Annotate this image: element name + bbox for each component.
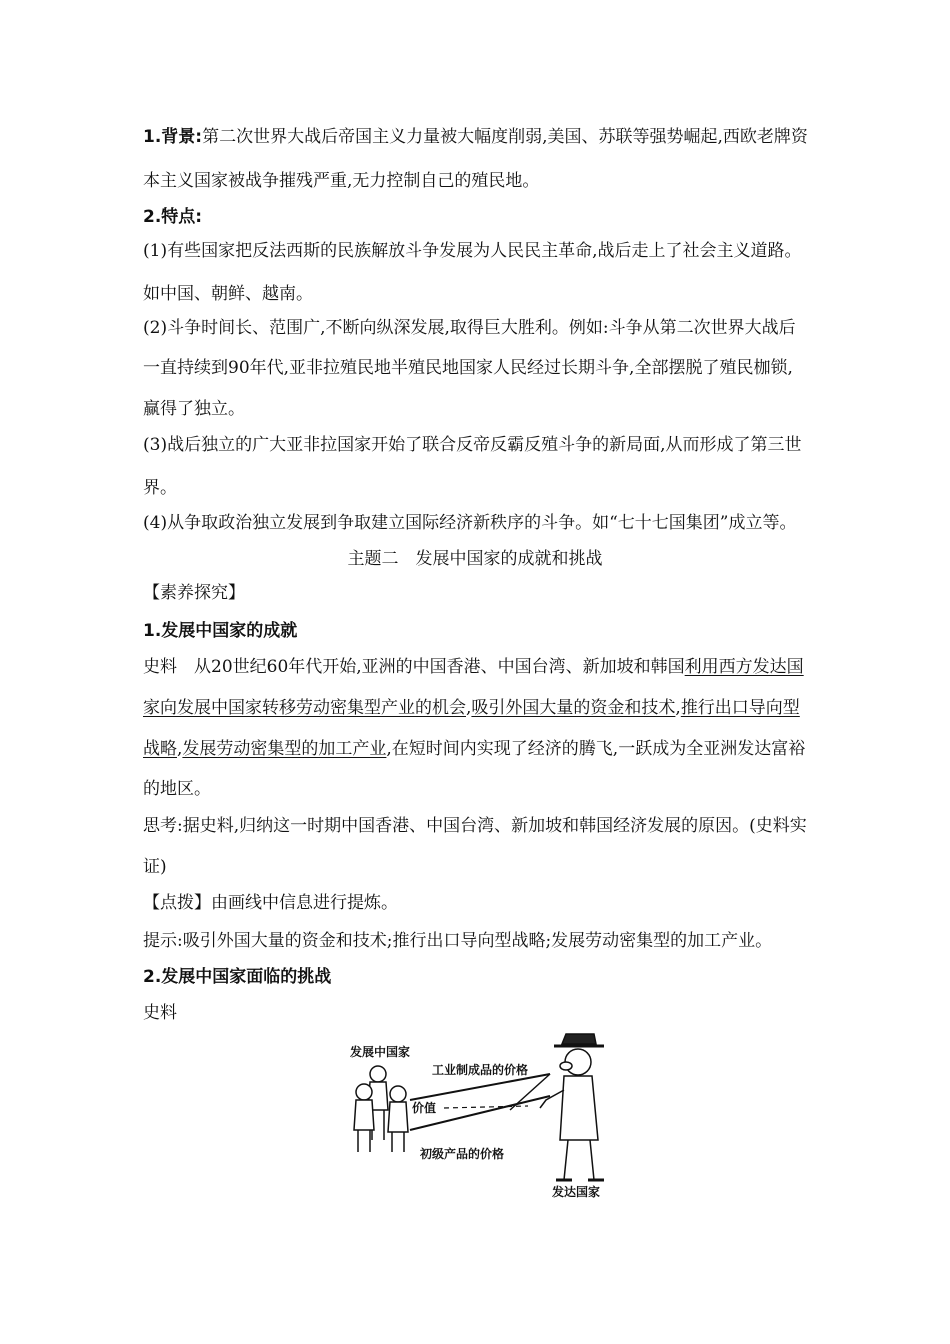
- feature-1-line-2: 如中国、朝鲜、越南。: [143, 284, 313, 304]
- background-line-1: [143, 126, 808, 148]
- source-text-d: ,: [177, 739, 183, 759]
- think-line-2: 证): [143, 857, 167, 877]
- source-text-a: 史料 从20世纪60年代开始,亚洲的中国香港、中国台湾、新加坡和韩国: [143, 657, 685, 677]
- background-line-2: 本主义国家被战争摧残严重,无力控制自己的殖民地。: [143, 171, 540, 191]
- underlined-text-6: 发展劳动密集型的加工产业: [182, 739, 387, 759]
- underlined-text-4: 推行出口导向型: [680, 698, 800, 718]
- label-industrial-price: 工业制成品的价格: [432, 1063, 529, 1077]
- feature-3-line-1: (3)战后独立的广大亚非拉国家开始了联合反帝反霸反殖斗争的新局面,从而形成了第三世: [143, 435, 802, 455]
- source-line-3: [143, 738, 805, 760]
- scissors-diagram: [340, 1030, 620, 1205]
- label-developing-countries: 发展中国家: [350, 1045, 411, 1059]
- feature-2-line-3: 赢得了独立。: [143, 399, 245, 419]
- label-developed-country: 发达国家: [552, 1185, 601, 1199]
- underlined-text-2: 家向发展中国家转移劳动密集型产业的机会: [143, 698, 466, 718]
- underlined-text-5: 战略: [143, 739, 177, 759]
- developing-countries-children: [354, 1066, 408, 1152]
- label-value: 价值: [412, 1101, 437, 1115]
- feature-3-line-2: 界。: [143, 478, 177, 498]
- theme-title: 主题二 发展中国家的成就和挑战: [347, 549, 603, 569]
- source-2-label: 史料: [143, 1003, 177, 1023]
- developed-country-man: [540, 1034, 604, 1180]
- hint-line: 【点拨】由画线中信息进行提炼。: [143, 893, 398, 913]
- answer-line: 提示:吸引外国大量的资金和技术;推行出口导向型战略;发展劳动密集型的加工产业。: [143, 931, 773, 951]
- background-label: 1.背景:: [143, 127, 203, 147]
- explore-tag: 【素养探究】: [143, 583, 245, 603]
- feature-2-line-2: 一直持续到90年代,亚非拉殖民地半殖民地国家人民经过长期斗争,全部摆脱了殖民枷锁,: [143, 358, 793, 378]
- features-heading: 2.特点:: [143, 207, 203, 227]
- source-text-b: ,: [466, 698, 472, 718]
- background-text-1: 第二次世界大战后帝国主义力量被大幅度削弱,美国、苏联等强势崛起,西欧老牌资: [202, 127, 808, 147]
- underlined-text-3: 吸引外国大量的资金和技术: [471, 698, 676, 718]
- achievements-heading: 1.发展中国家的成就: [143, 621, 298, 641]
- source-line-4: 的地区。: [143, 779, 211, 799]
- source-line-1: [143, 656, 804, 678]
- source-text-e: ,在短时间内实现了经济的腾飞,一跃成为全亚洲发达富裕: [386, 739, 806, 759]
- challenges-heading: 2.发展中国家面临的挑战: [143, 967, 332, 987]
- source-text-c: ,: [675, 698, 681, 718]
- underlined-text-1: 利用西方发达国: [684, 657, 804, 677]
- feature-4-line-1: (4)从争取政治独立发展到争取建立国际经济新秩序的斗争。如“七十七国集团”成立等。: [143, 513, 797, 533]
- think-line-1: 思考:据史料,归纳这一时期中国香港、中国台湾、新加坡和韩国经济发展的原因。(史料实: [143, 816, 807, 836]
- source-line-2: [143, 697, 800, 719]
- feature-1-line-1: (1)有些国家把反法西斯的民族解放斗争发展为人民民主革命,战后走上了社会主义道路。: [143, 241, 802, 261]
- label-primary-price: 初级产品的价格: [420, 1147, 505, 1161]
- feature-2-line-1: (2)斗争时间长、范围广,不断向纵深发展,取得巨大胜利。例如:斗争从第二次世界大战后: [143, 318, 796, 338]
